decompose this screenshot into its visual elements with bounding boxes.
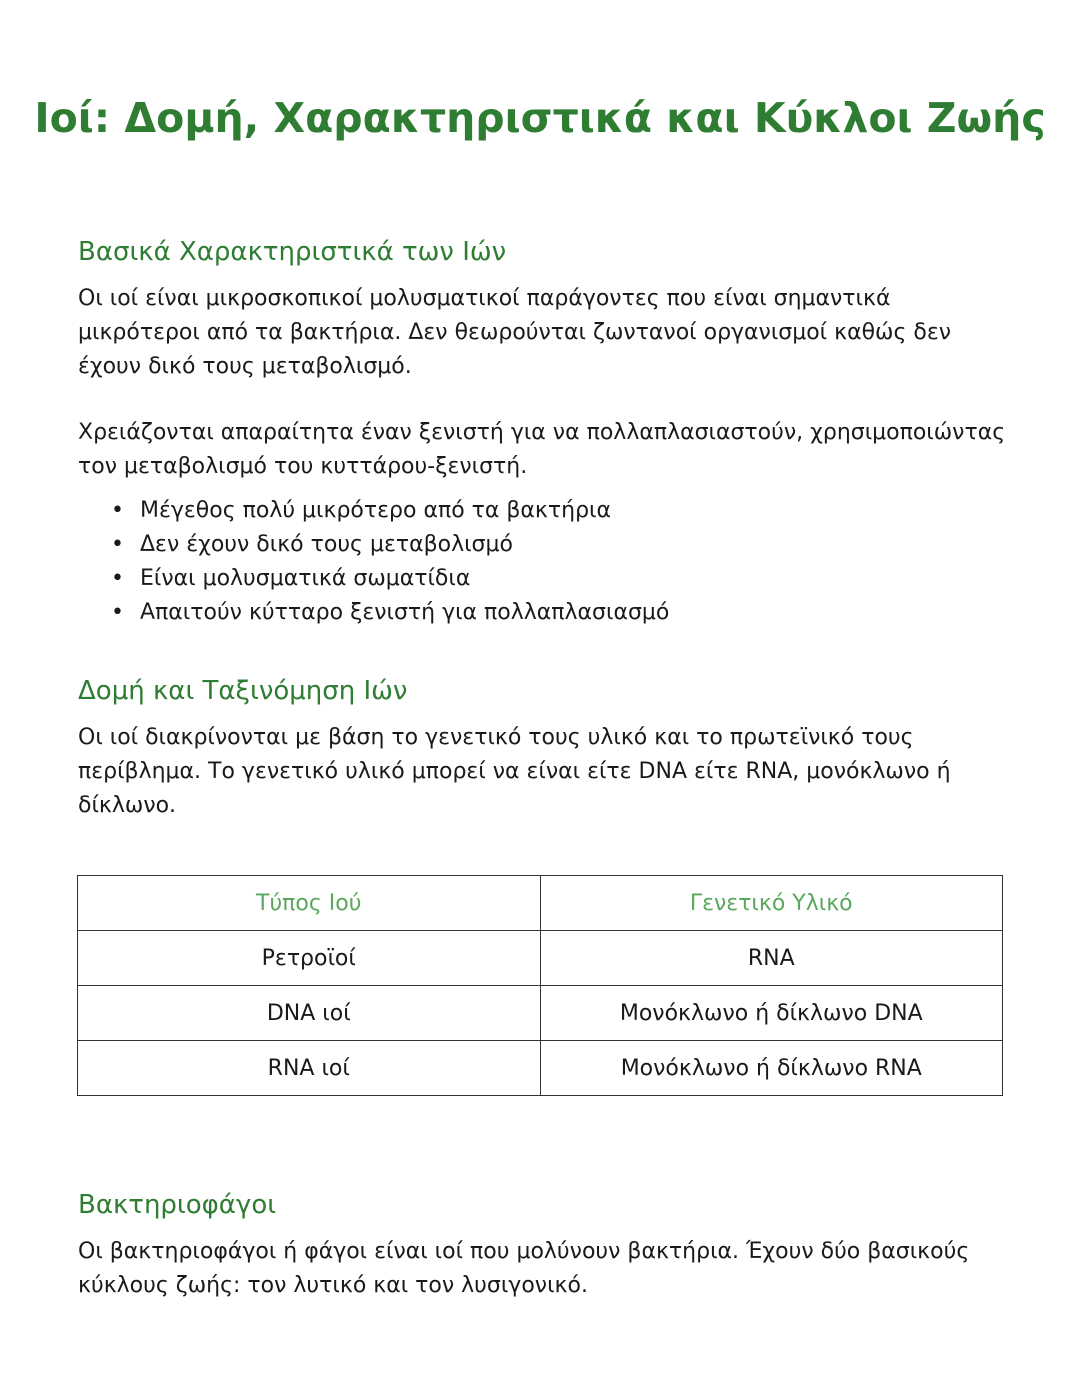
column-header-virus-type: Τύπος Ιού bbox=[78, 876, 541, 931]
table-cell: Ρετροϊοί bbox=[78, 931, 541, 986]
table-cell: RNA ιοί bbox=[78, 1041, 541, 1096]
column-header-genetic-material: Γενετικό Υλικό bbox=[540, 876, 1003, 931]
table-cell: RNA bbox=[540, 931, 1003, 986]
list-item: • Απαιτούν κύτταρο ξενιστή για πολλαπλασιασμό bbox=[78, 596, 669, 630]
paragraph-characteristics-2: Χρειάζονται απαραίτητα έναν ξενιστή για να πολλαπλασιαστούν, χρησιμοποιώντας τον μεταβολισμό του κυττάρου-ξενιστή. bbox=[78, 420, 1006, 479]
table-row bbox=[78, 986, 1003, 1041]
paragraph-structure: Οι ιοί διακρίνονται με βάση το γενετικό τους υλικό και το πρωτεϊνικό τους περίβλημα. Το γενετικό υλικό μπορεί να είναι είτε DNA είτε RNA, μονόκλωνο ή δίκλωνο. bbox=[78, 725, 951, 818]
table-cell: DNA ιοί bbox=[78, 986, 541, 1041]
section-heading-structure: Δομή και Ταξινόμηση Ιών bbox=[78, 676, 408, 706]
table-cell: Μονόκλωνο ή δίκλωνο RNA bbox=[540, 1041, 1003, 1096]
list-item: • Είναι μολυσματικά σωματίδια bbox=[78, 562, 669, 596]
bullet-icon: • bbox=[111, 600, 124, 625]
bullet-icon: • bbox=[111, 498, 124, 523]
list-item: • Δεν έχουν δικό τους μεταβολισμό bbox=[78, 528, 669, 562]
paragraph-bacteriophages: Οι βακτηριοφάγοι ή φάγοι είναι ιοί που μολύνουν βακτήρια. Έχουν δύο βασικούς κύκλους ζωής: τον λυτικό και τον λυσιγονικό. bbox=[78, 1239, 970, 1298]
virus-classification-table bbox=[77, 875, 1003, 1096]
list-item: • Μέγεθος πολύ μικρότερο από τα βακτήρια bbox=[78, 494, 669, 528]
table-cell: Μονόκλωνο ή δίκλωνο DNA bbox=[540, 986, 1003, 1041]
section-heading-bacteriophages: Βακτηριοφάγοι bbox=[78, 1190, 277, 1220]
page-title: Ιοί: Δομή, Χαρακτηριστικά και Κύκλοι Ζωής bbox=[34, 94, 1046, 142]
paragraph-characteristics-1: Οι ιοί είναι μικροσκοπικοί μολυσματικοί παράγοντες που είναι σημαντικά μικρότεροι από τα βακτήρια. Δεν θεωρούνται ζωντανοί οργανισμοί καθώς δεν έχουν δικό τους μεταβολισμό. bbox=[78, 286, 952, 379]
table-row bbox=[78, 1041, 1003, 1096]
characteristics-list bbox=[78, 494, 669, 630]
table-row bbox=[78, 931, 1003, 986]
bullet-icon: • bbox=[111, 532, 124, 557]
section-heading-characteristics: Βασικά Χαρακτηριστικά των Ιών bbox=[78, 237, 507, 267]
table-header-row bbox=[78, 876, 1003, 931]
bullet-icon: • bbox=[111, 566, 124, 591]
